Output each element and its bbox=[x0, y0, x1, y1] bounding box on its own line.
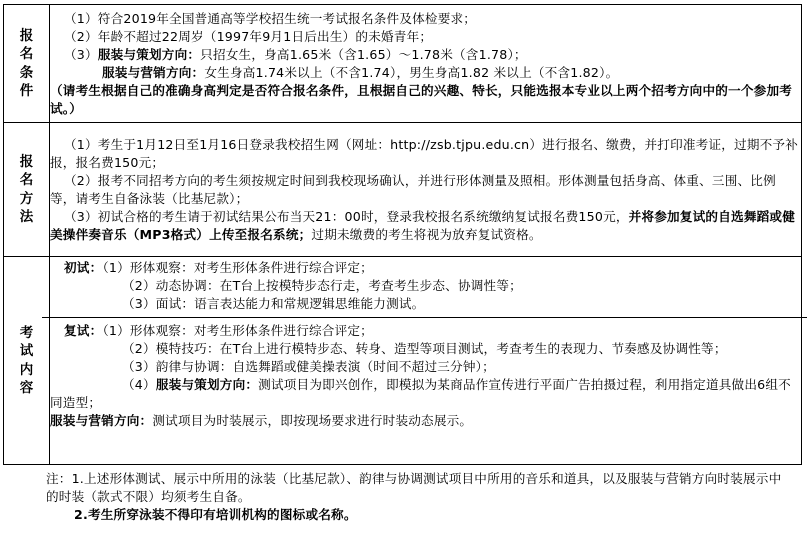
label-char: 容 bbox=[19, 379, 34, 396]
requirements-table bbox=[3, 4, 802, 465]
retest-marketing-label: 服装与营销方向： bbox=[50, 413, 153, 428]
preliminary-3: （3）面试：语言表达能力和常规逻辑思维能力测试。 bbox=[122, 296, 425, 311]
requirements-remark: （请考生根据自己的准确身高判定是否符合报名条件，且根据自己的兴趣、特长，只能选报本专业以上两个招考方向中的一个参加考试。） bbox=[50, 82, 793, 116]
marketing-direction-label: 服装与营销方向： bbox=[102, 64, 205, 80]
marketing-direction-text: 女生身高1.74米以上（不含1.74），男生身高1.82 米以上（不含1.82）。 bbox=[204, 64, 619, 80]
note-1: 注：1.上述形体测试、展示中所用的泳装（比基尼款）、韵律与协调测试项目中所用的音乐和道具，以及服装与营销方向时装展示中的时装（款式不限）均须考生自备。 bbox=[46, 471, 782, 504]
label-char: 条 bbox=[19, 64, 34, 81]
method-3-deadline: 过期未缴费的考生将视为放弃复试资格。 bbox=[311, 226, 542, 242]
method-3-upload: 并将参加复试的自选舞蹈或健美操伴奏音乐（MP3格式）上传至报名系统； bbox=[50, 208, 795, 242]
method-3 bbox=[50, 208, 801, 244]
retest-planning-label: 服装与策划方向： bbox=[155, 377, 259, 392]
label-char: 报 bbox=[19, 154, 34, 171]
retest-3: （3）韵律与协调：自选舞蹈或健美操表演（时间不超过三分钟）； bbox=[122, 359, 495, 374]
requirement-3-marketing bbox=[50, 64, 801, 82]
retest-marketing-text: 测试项目为时装展示，即按现场要求进行时装动态展示。 bbox=[152, 413, 473, 428]
retest-marketing bbox=[50, 412, 801, 430]
method-3-text: （3）初试合格的考生请于初试结果公布当天21：00时，登录我校报名系统缴纳复试报名费150元， bbox=[64, 208, 629, 224]
planning-direction-text: 只招女生，身高1.65米（含1.65）～1.78米（含1.78）； bbox=[200, 46, 527, 62]
row-exam bbox=[4, 257, 802, 465]
label-char: 报 bbox=[19, 28, 34, 45]
content-method bbox=[50, 123, 802, 257]
notes bbox=[46, 470, 791, 524]
label-char: 名 bbox=[19, 46, 34, 63]
row-requirements bbox=[4, 5, 802, 123]
retest-title: 复试： bbox=[64, 323, 103, 338]
preliminary-2: （2）动态协调：在T台上按模特步态行走，考查考生步态、协调性等； bbox=[122, 278, 522, 293]
label-char: 方 bbox=[19, 190, 34, 207]
retest-planning-text: 测试项目为即兴创作，即模拟为某商品作宣传进行平面广告拍摄过程，利用指定道具做出6组不同造型； bbox=[50, 377, 791, 410]
retest-4 bbox=[50, 376, 801, 412]
label-char: 名 bbox=[19, 172, 34, 189]
preliminary-exam bbox=[50, 259, 801, 313]
content-exam bbox=[50, 257, 802, 465]
requirement-3-prefix: （3） bbox=[64, 46, 98, 62]
retest-item: （1）形体观察：对考生形体条件进行综合评定； bbox=[102, 323, 373, 338]
planning-direction-label: 服装与策划方向： bbox=[97, 46, 201, 62]
retest-exam bbox=[42, 317, 807, 430]
retest-4-prefix: （4） bbox=[122, 377, 156, 392]
row-method bbox=[4, 123, 802, 257]
requirement-3 bbox=[50, 46, 801, 64]
retest-2: （2）模特技巧：在T台上进行模特步态、转身、造型等项目测试，考查考生的表现力、节奏感及协调性等； bbox=[122, 341, 727, 356]
label-char: 件 bbox=[19, 82, 34, 99]
retest-1 bbox=[50, 322, 801, 340]
method-1: （1）考生于1月12日至1月16日登录我校招生网（网址：http://zsb.tjpu.edu.cn）进行报名、缴费，并打印准考证，过期不予补报，报名费150元； bbox=[50, 136, 799, 170]
note-2: 2.考生所穿泳装不得印有培训机构的图标或名称。 bbox=[74, 507, 357, 522]
label-char: 法 bbox=[19, 208, 34, 225]
preliminary-1 bbox=[50, 259, 801, 277]
preliminary-title: 初试： bbox=[64, 260, 103, 275]
label-char: 内 bbox=[19, 361, 34, 378]
content-requirements bbox=[50, 5, 802, 123]
label-method bbox=[4, 123, 50, 257]
requirement-2: （2）年龄不超过22周岁（1997年9月1日后出生）的未婚青年； bbox=[64, 28, 433, 44]
preliminary-item: （1）形体观察：对考生形体条件进行综合评定； bbox=[102, 260, 373, 275]
label-char: 试 bbox=[19, 343, 34, 360]
label-char: 考 bbox=[19, 325, 34, 342]
method-2: （2）报考不同招考方向的考生须按规定时间到我校现场确认，并进行形体测量及照相。形体测量包括身高、体重、三围、比例等，请考生自备泳装（比基尼款）； bbox=[50, 172, 776, 206]
requirement-1: （1）符合2019年全国普通高等学校招生统一考试报名条件及体检要求； bbox=[64, 10, 477, 26]
label-requirements bbox=[4, 5, 50, 123]
